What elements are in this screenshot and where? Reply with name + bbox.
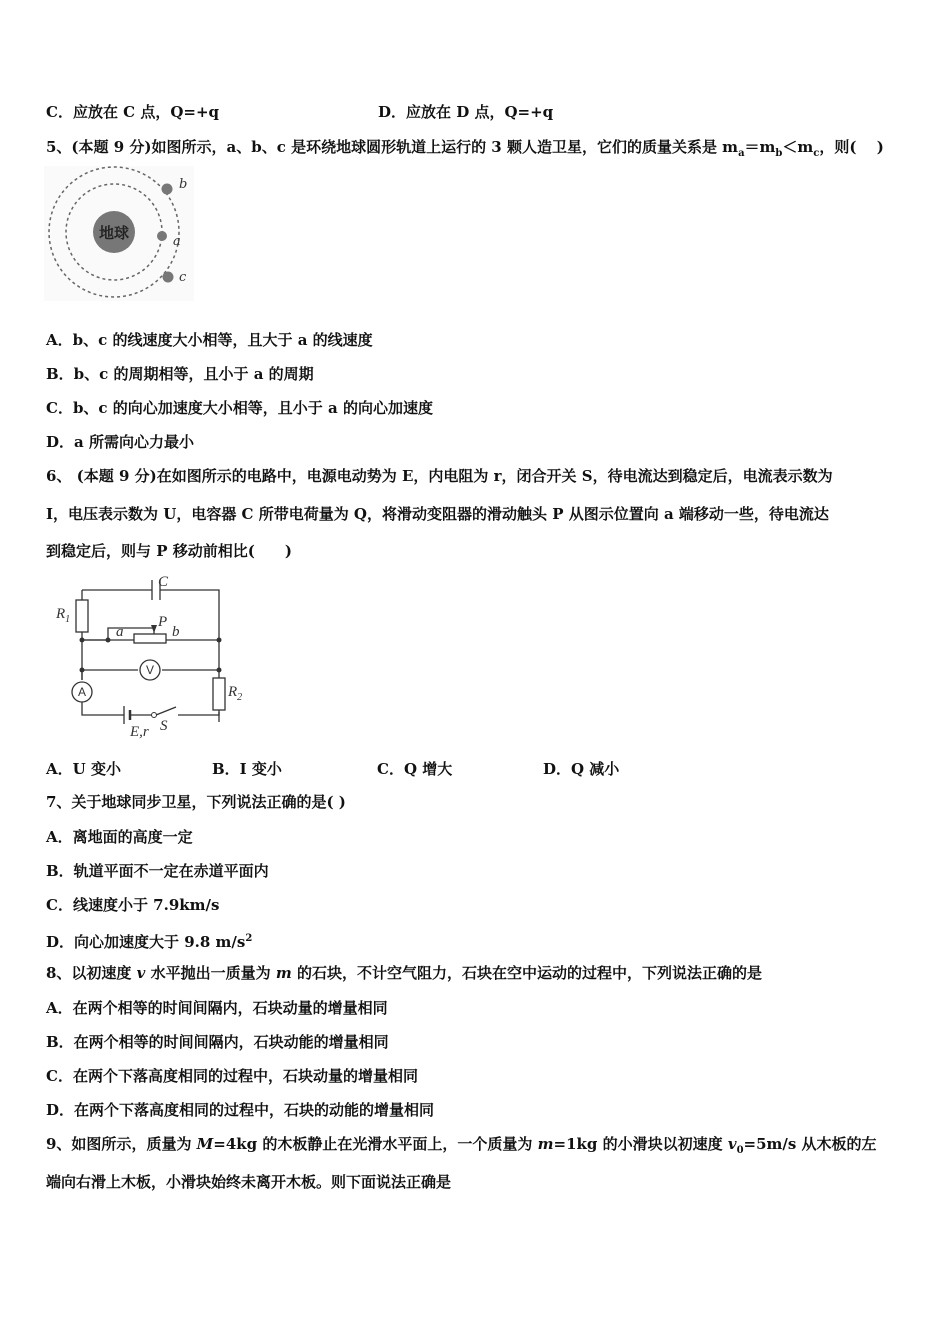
circuit-figure bbox=[52, 570, 257, 742]
r1-label: $R_1$ bbox=[56, 606, 71, 625]
q6-stem-line3: 到稳定后，则与 P 移动前相比( ) bbox=[46, 542, 292, 560]
rheostat-b-label: b bbox=[172, 624, 180, 640]
resistor-r2 bbox=[213, 678, 225, 710]
junction-left-2 bbox=[80, 668, 85, 673]
q7-option-a: A．离地面的高度一定 bbox=[46, 828, 193, 846]
q7-option-b: B．轨道平面不一定在赤道平面内 bbox=[46, 862, 269, 880]
q7-option-c: C．线速度小于 7.9km/s bbox=[46, 896, 220, 914]
q5-stem: 5、(本题 9 分)如图所示，a、b、c 是环绕地球圆形轨道上运行的 3 颗人造卫星，它们的质量关系是 $m_a=m_b<m_c$，则( ) bbox=[46, 138, 884, 159]
q7-stem: 7、关于地球同步卫星，下列说法正确的是( ) bbox=[46, 793, 346, 811]
q5-option-a: A．b、c 的线速度大小相等，且大于 a 的线速度 bbox=[46, 331, 373, 349]
satellite-b-label: b bbox=[179, 177, 188, 192]
q9-stem-line1: 9、如图所示，质量为 M=4kg 的木板静止在光滑水平面上，一个质量为 m=1kg 的小滑块以初速度 $v_0=5m/s$ 从木板的左 bbox=[46, 1135, 877, 1156]
satellite-c-label: c bbox=[179, 270, 187, 285]
satellite-b bbox=[162, 184, 173, 195]
q8-option-b: B．在两个相等的时间间隔内，石块动能的增量相同 bbox=[46, 1033, 389, 1051]
rheostat-a-label: a bbox=[116, 624, 124, 640]
satellite-a bbox=[157, 231, 167, 241]
ammeter-label: A bbox=[77, 685, 87, 699]
capacitor-label: C bbox=[158, 574, 169, 590]
q8-option-a: A．在两个相等的时间间隔内，石块动量的增量相同 bbox=[46, 999, 388, 1017]
q6-stem-line2: I，电压表示数为 U，电容器 C 所带电荷量为 Q，将滑动变阻器的滑动触头 P 从图示位置向 a 端移动一些，待电流达 bbox=[46, 505, 829, 523]
q5-option-b: B．b、c 的周期相等，且小于 a 的周期 bbox=[46, 365, 314, 383]
r2-label: $R_2$ bbox=[228, 684, 243, 703]
q6-option-a: A．U 变小 bbox=[46, 760, 121, 778]
q8-stem: 8、以初速度 v 水平抛出一质量为 m 的石块，不计空气阻力，石块在空中运动的过程中，下列说法正确的是 bbox=[46, 964, 762, 982]
q5-option-d: D．a 所需向心力最小 bbox=[46, 433, 194, 451]
q4-option-d: D．应放在 D 点，Q=+q bbox=[378, 103, 554, 121]
rheostat bbox=[134, 634, 166, 643]
q8-option-d: D．在两个下落高度相同的过程中，石块的动能的增量相同 bbox=[46, 1101, 435, 1119]
slider-p-label: P bbox=[158, 614, 168, 630]
q4-option-c: C．应放在 C 点，Q=+q bbox=[46, 103, 220, 121]
switch-contact bbox=[152, 713, 157, 718]
slider-arrow bbox=[151, 625, 157, 633]
q6-stem-line1: 6、 (本题 9 分)在如图所示的电路中，电源电动势为 E，内电阻为 r，闭合开关 S，待电流达到稳定后，电流表示数为 bbox=[46, 467, 833, 485]
q5-option-c: C．b、c 的向心加速度大小相等，且小于 a 的向心加速度 bbox=[46, 399, 433, 417]
satellite-orbit-figure bbox=[44, 166, 194, 301]
satellite-a-label: a bbox=[173, 234, 181, 249]
resistor-r1 bbox=[76, 600, 88, 632]
source-label: E,r bbox=[130, 724, 149, 740]
voltmeter-label: V bbox=[145, 663, 155, 677]
switch-label: S bbox=[160, 718, 168, 734]
junction-a bbox=[106, 638, 111, 643]
satellite-c bbox=[163, 272, 174, 283]
switch bbox=[156, 707, 176, 715]
junction-right bbox=[217, 638, 222, 643]
q6-option-b: B．I 变小 bbox=[212, 760, 282, 778]
junction-right-2 bbox=[217, 668, 222, 673]
q8-option-c: C．在两个下落高度相同的过程中，石块动量的增量相同 bbox=[46, 1067, 418, 1085]
q6-option-d: D．Q 减小 bbox=[543, 760, 620, 778]
junction-left bbox=[80, 638, 85, 643]
q6-option-c: C．Q 增大 bbox=[377, 760, 453, 778]
q7-option-d: D．向心加速度大于 9.8 $m/s^2$ bbox=[46, 933, 253, 951]
q9-stem-line2: 端向右滑上木板，小滑块始终未离开木板。则下面说法正确是 bbox=[46, 1173, 452, 1191]
earth-label: 地球 bbox=[98, 224, 130, 242]
